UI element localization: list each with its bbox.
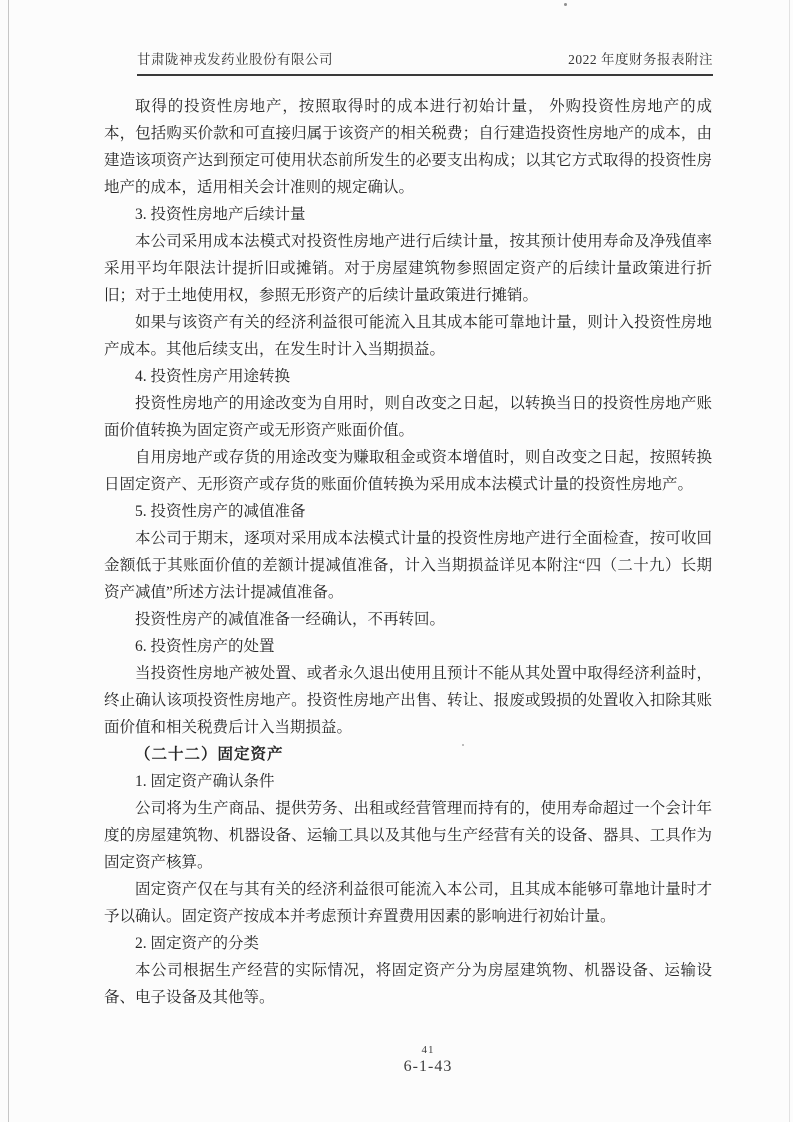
page-footer [124,1043,732,1077]
paragraph: 公司将为生产商品、提供劳务、出租或经营管理而持有的，使用寿命超过一个会计年度的房屋建筑物、机器设备、运输工具以及其他与生产经营有关的设备、器具、工具作为固定资产核算。 [104,800,712,871]
scan-edge-right [789,0,790,1122]
document-body [104,93,712,1011]
section-heading: 4. 投资性房产用途转换 [135,368,291,385]
paragraph: 投资性房产的减值准备一经确认，不再转回。 [135,611,446,628]
scan-edge-left [8,0,9,1122]
paragraph: 固定资产仅在与其有关的经济利益很可能流入本公司，且其成本能够可靠地计量时才予以确认。固定资产按成本并考虑预计弃置费用因素的影响进行初始计量。 [104,881,712,925]
paragraph: 本公司根据生产经营的实际情况，将固定资产分为房屋建筑物、机器设备、运输设备、电子设备及其他等。 [104,962,712,1006]
page-number: 41 [421,1044,435,1056]
scan-speck [564,3,567,6]
report-title: 2022 年度财务报表附注 [568,52,713,67]
chapter-heading: （二十二）固定资产 [135,746,284,763]
section-heading: 2. 固定资产的分类 [135,935,260,952]
company-name: 甘肃陇神戎发药业股份有限公司 [137,52,333,67]
section-heading: 5. 投资性房产的减值准备 [135,503,306,520]
paragraph: 投资性房地产的用途改变为自用时，则自改变之日起，以转换当日的投资性房地产账面价值转换为固定资产或无形资产账面价值。 [104,395,712,439]
paragraph: 取得的投资性房地产，按照取得时的成本进行初始计量， 外购投资性房地产的成本，包括购买价款和可直接归属于该资产的相关税费；自行建造投资性房地产的成本，由建造该项资产达到预定可使用状态前所发生的必要支出构成；以其它方式取得的投资性房地产的成本，适用相关会计准则的规定确认。 [104,98,712,196]
paragraph: 如果与该资产有关的经济利益很可能流入且其成本能可靠地计量，则计入投资性房地产成本。其他后续支出，在发生时计入当期损益。 [104,314,712,358]
page-code: 6-1-43 [403,1058,453,1075]
paragraph: 本公司于期末，逐项对采用成本法模式计量的投资性房地产进行全面检查，按可收回金额低于其账面价值的差额计提减值准备，计入当期损益详见本附注“四（二十九）长期资产减值”所述方法计提减值准备。 [104,530,712,601]
paragraph: 自用房地产或存货的用途改变为赚取租金或资本增值时，则自改变之日起，按照转换日固定资产、无形资产或存货的账面价值转换为采用成本法模式计量的投资性房地产。 [104,449,712,493]
paragraph: 当投资性房地产被处置、或者永久退出使用且预计不能从其处置中取得经济利益时，终止确认该项投资性房地产。投资性房地产出售、转让、报废或毁损的处置收入扣除其账面价值和相关税费后计入当期损益。 [104,665,712,736]
page-header [137,48,713,76]
section-heading: 6. 投资性房产的处置 [135,638,275,655]
paragraph: 本公司采用成本法模式对投资性房地产进行后续计量，按其预计使用寿命及净残值率采用平均年限法计提折旧或摊销。对于房屋建筑物参照固定资产的后续计量政策进行折旧；对于土地使用权，参照无形资产的后续计量政策进行摊销。 [104,233,712,304]
section-heading: 3. 投资性房地产后续计量 [135,206,306,223]
section-heading: 1. 固定资产确认条件 [135,773,275,790]
